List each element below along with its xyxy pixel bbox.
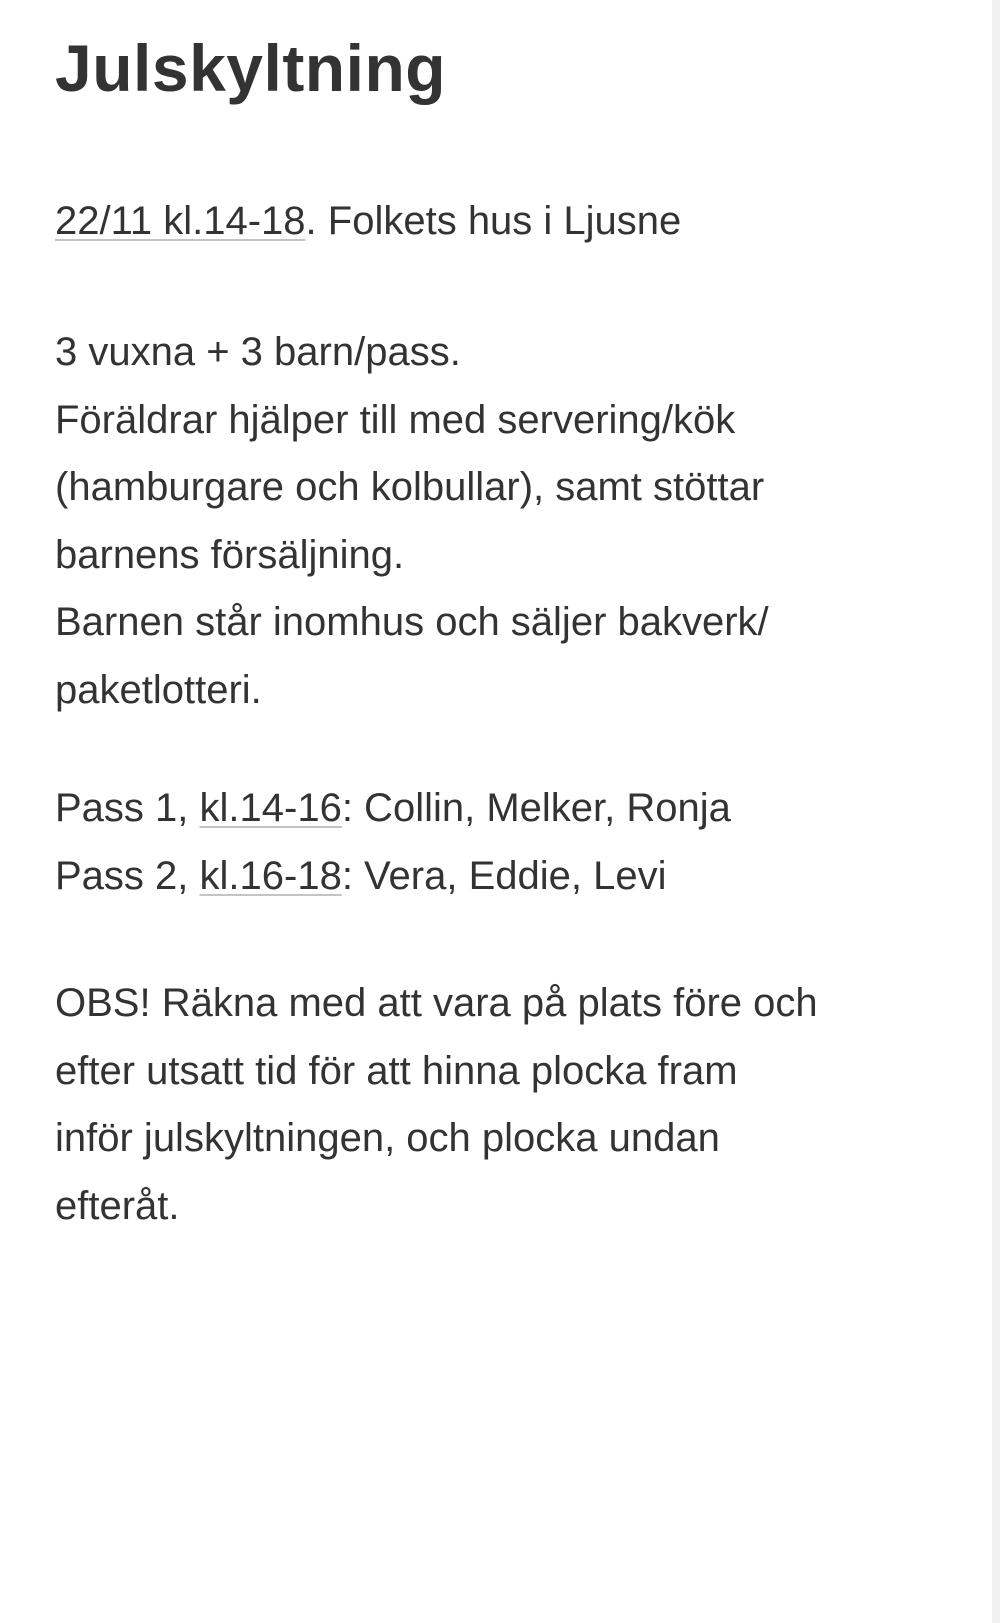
note-title: Julskyltning [55,31,447,105]
shift-names: : Vera, Eddie, Levi [341,853,667,898]
right-edge-strip [992,0,1000,1623]
info-paragraph [55,319,769,724]
obs-line: OBS! Räkna med att vara på plats före och [55,981,818,1025]
info-line: paketlotteri. [55,667,262,712]
info-line: (hamburgare och kolbullar), samt stöttar [55,465,765,509]
obs-line: inför julskyltningen, och plocka undan [55,1116,720,1160]
shift-time-link[interactable]: kl.14-16 [199,786,342,830]
shift-names: : Collin, Melker, Ronja [341,786,731,830]
date-location-line [55,188,681,256]
obs-line: efteråt. [55,1183,180,1228]
obs-paragraph [55,970,818,1240]
date-time-link[interactable]: 22/11 kl.14-18 [55,199,306,243]
shift-line-1 [55,775,731,843]
info-line: 3 vuxna + 3 barn/pass. [55,330,461,374]
shift-time-link[interactable]: kl.16-18 [199,853,342,898]
shift-label: Pass 1, [55,786,200,830]
shift-line-2 [55,843,731,911]
info-line: Barnen står inomhus och säljer bakverk/ [55,600,769,644]
location-text: . Folkets hus i Ljusne [305,199,682,243]
shift-schedule [55,775,731,910]
info-line: Föräldrar hjälper till med servering/kök [55,397,736,442]
info-line: barnens försäljning. [55,532,405,577]
shift-label: Pass 2, [55,853,200,898]
obs-line: efter utsatt tid för att hinna plocka fram [55,1048,738,1093]
